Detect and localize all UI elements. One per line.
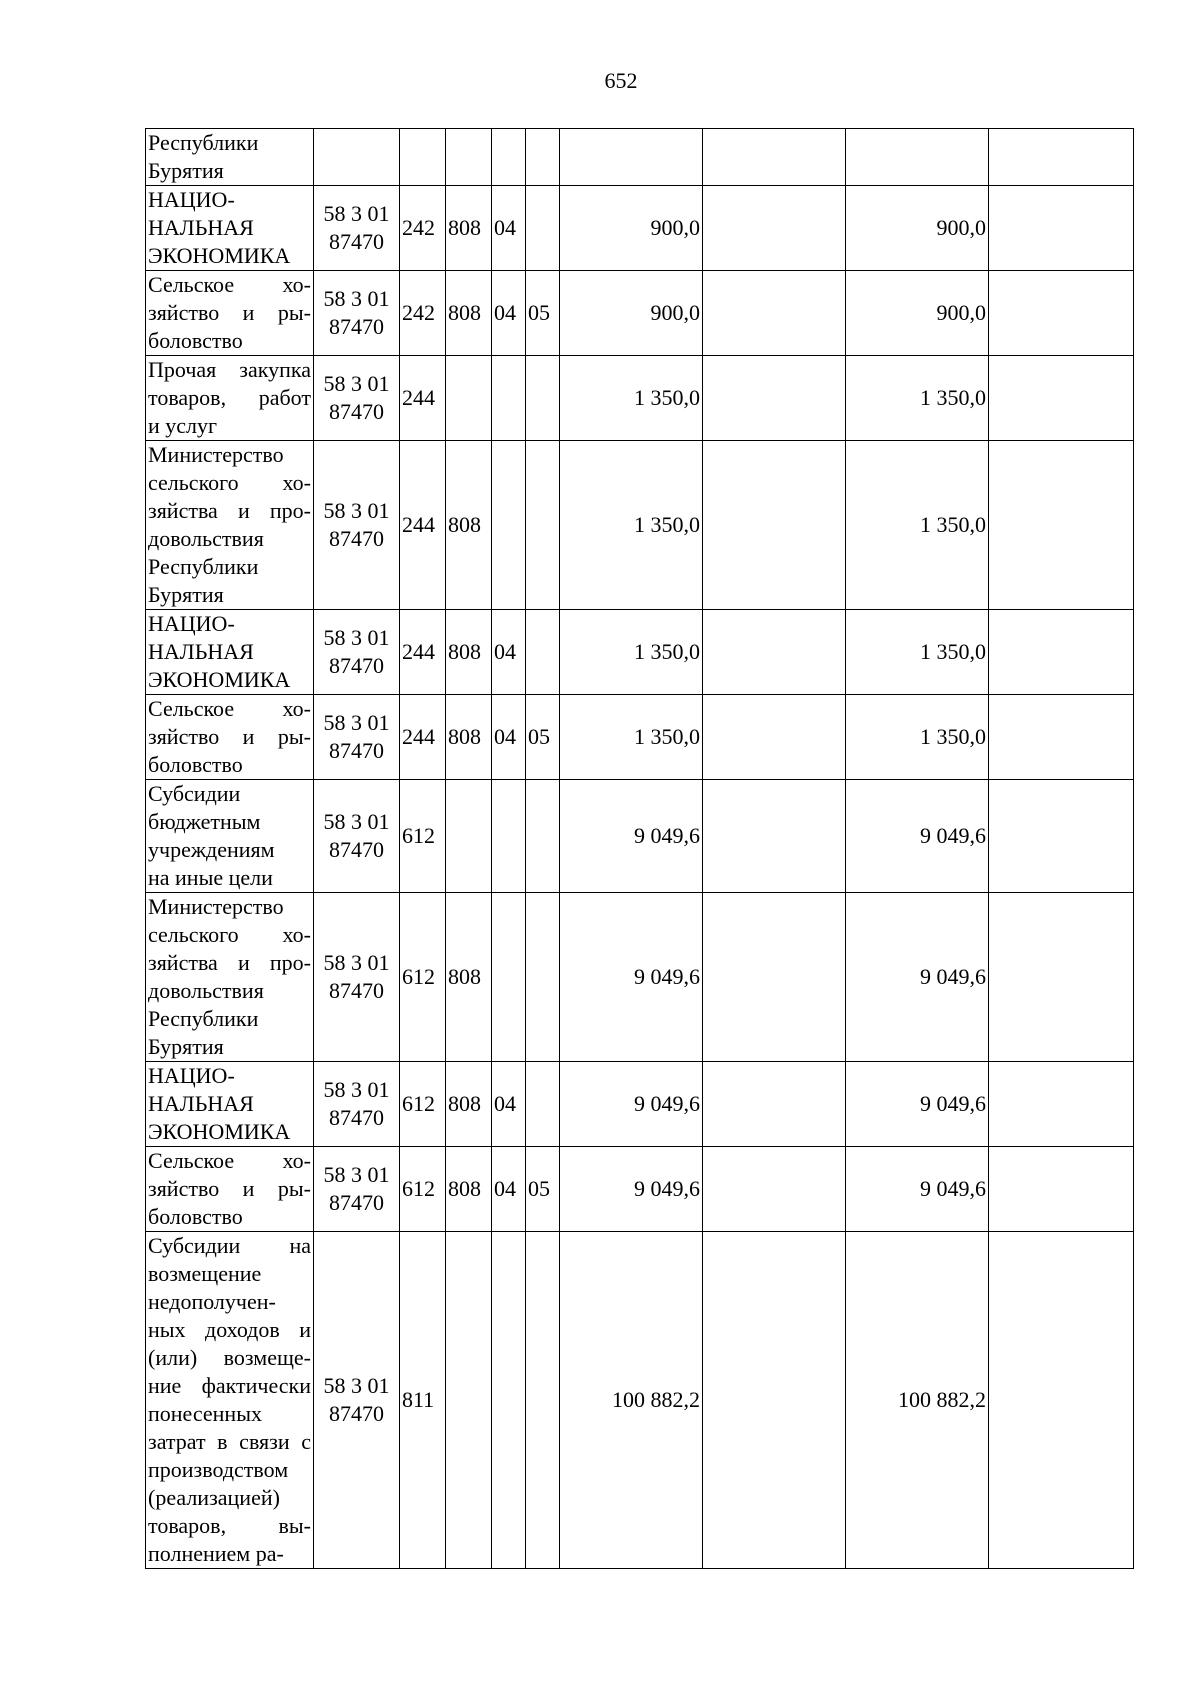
amount-cell xyxy=(560,129,703,186)
target-article-code-cell xyxy=(314,610,400,695)
target-article-code-cell xyxy=(314,780,400,893)
table-row xyxy=(146,129,1134,186)
expense-type-cell: 242 xyxy=(400,271,446,356)
row-name-line: НАЛЬНАЯ xyxy=(148,215,254,240)
row-name-line: Сельское хо- xyxy=(148,272,311,297)
table-row xyxy=(146,1232,1134,1569)
row-name-line: (или) возмеще- xyxy=(148,1345,311,1370)
target-article-code-cell xyxy=(314,1062,400,1147)
row-name-line: Республики xyxy=(148,130,259,155)
amount-cell: 9 049,6 xyxy=(560,780,703,893)
row-name-line: ных доходов и xyxy=(148,1317,311,1342)
target-article-code-line: 58 3 01 xyxy=(323,950,390,975)
empty-cell xyxy=(989,271,1134,356)
target-article-code-cell xyxy=(314,186,400,271)
target-article-code-line: 87470 xyxy=(329,314,384,339)
subsection-code-cell xyxy=(526,129,560,186)
subsection-code-cell: 05 xyxy=(526,1147,560,1232)
ministry-code-cell xyxy=(446,129,492,186)
empty-cell xyxy=(989,1232,1134,1569)
amount-cell: 900,0 xyxy=(846,186,989,271)
empty-cell xyxy=(989,610,1134,695)
ministry-code-cell xyxy=(446,780,492,893)
target-article-code-cell xyxy=(314,695,400,780)
row-name-cell xyxy=(146,129,314,186)
row-name-line: товаров, работ xyxy=(148,385,311,410)
row-name-line: Субсидии на xyxy=(148,1233,311,1258)
target-article-code-line: 58 3 01 xyxy=(323,1162,390,1187)
ministry-code-cell: 808 xyxy=(446,186,492,271)
section-code-cell xyxy=(492,129,526,186)
section-code-cell: 04 xyxy=(492,610,526,695)
target-article-code-line: 87470 xyxy=(329,399,384,424)
target-article-code-line: 87470 xyxy=(329,1190,384,1215)
row-name-line: Сельское хо- xyxy=(148,1148,311,1173)
expense-type-cell: 811 xyxy=(400,1232,446,1569)
section-code-cell: 04 xyxy=(492,695,526,780)
table-row xyxy=(146,1062,1134,1147)
row-name-cell xyxy=(146,780,314,893)
target-article-code-cell xyxy=(314,129,400,186)
row-name-line: НАЦИО- xyxy=(148,611,235,636)
target-article-code-line: 87470 xyxy=(329,978,384,1003)
expense-type-cell: 244 xyxy=(400,610,446,695)
empty-cell xyxy=(989,695,1134,780)
amount-cell: 9 049,6 xyxy=(846,893,989,1062)
empty-cell xyxy=(703,780,846,893)
amount-cell: 1 350,0 xyxy=(846,356,989,441)
target-article-code-line: 58 3 01 xyxy=(323,371,390,396)
expense-type-cell: 244 xyxy=(400,356,446,441)
expense-type-cell: 612 xyxy=(400,893,446,1062)
row-name-line: боловство xyxy=(148,328,243,353)
empty-cell xyxy=(989,893,1134,1062)
target-article-code-line: 87470 xyxy=(329,229,384,254)
target-article-code-line: 58 3 01 xyxy=(323,1373,390,1398)
row-name-line: полнением ра- xyxy=(148,1541,284,1566)
expense-type-cell: 242 xyxy=(400,186,446,271)
expense-type-cell: 244 xyxy=(400,695,446,780)
row-name-line: Республики xyxy=(148,1006,259,1031)
row-name-line: Сельское хо- xyxy=(148,696,311,721)
table-row xyxy=(146,186,1134,271)
section-code-cell xyxy=(492,893,526,1062)
empty-cell xyxy=(703,893,846,1062)
row-name-line: возмещение xyxy=(148,1261,262,1286)
row-name-line: Бурятия xyxy=(148,1034,224,1059)
target-article-code-line: 87470 xyxy=(329,837,384,862)
section-code-cell xyxy=(492,441,526,610)
expense-type-cell: 612 xyxy=(400,780,446,893)
row-name-line: учреждениям xyxy=(148,837,275,862)
row-name-line: боловство xyxy=(148,752,243,777)
subsection-code-cell xyxy=(526,1062,560,1147)
empty-cell xyxy=(703,186,846,271)
expense-type-cell: 244 xyxy=(400,441,446,610)
ministry-code-cell xyxy=(446,1232,492,1569)
row-name-line: недополучен- xyxy=(148,1289,276,1314)
row-name-line: ЭКОНОМИКА xyxy=(148,243,291,268)
amount-cell: 9 049,6 xyxy=(846,1147,989,1232)
table-row xyxy=(146,441,1134,610)
row-name-line: Бурятия xyxy=(148,158,224,183)
ministry-code-cell: 808 xyxy=(446,610,492,695)
target-article-code-cell xyxy=(314,1232,400,1569)
amount-cell: 9 049,6 xyxy=(560,1062,703,1147)
table-row xyxy=(146,1147,1134,1232)
amount-cell: 1 350,0 xyxy=(560,441,703,610)
ministry-code-cell: 808 xyxy=(446,271,492,356)
empty-cell xyxy=(989,780,1134,893)
row-name-cell xyxy=(146,1232,314,1569)
ministry-code-cell: 808 xyxy=(446,1062,492,1147)
row-name-line: затрат в связи с xyxy=(148,1429,311,1454)
target-article-code-line: 58 3 01 xyxy=(323,809,390,834)
row-name-cell xyxy=(146,1147,314,1232)
row-name-line: ЭКОНОМИКА xyxy=(148,1119,291,1144)
row-name-line: зяйство и ры- xyxy=(148,300,311,325)
row-name-line: Субсидии xyxy=(148,781,241,806)
subsection-code-cell xyxy=(526,780,560,893)
table-row xyxy=(146,271,1134,356)
row-name-line: и услуг xyxy=(148,413,218,438)
amount-cell: 900,0 xyxy=(560,271,703,356)
subsection-code-cell xyxy=(526,610,560,695)
amount-cell: 1 350,0 xyxy=(846,441,989,610)
section-code-cell: 04 xyxy=(492,271,526,356)
expense-type-cell: 612 xyxy=(400,1147,446,1232)
empty-cell xyxy=(703,695,846,780)
amount-cell: 1 350,0 xyxy=(560,610,703,695)
target-article-code-line: 87470 xyxy=(329,653,384,678)
target-article-code-line: 87470 xyxy=(329,1401,384,1426)
target-article-code-line: 58 3 01 xyxy=(323,625,390,650)
table-row xyxy=(146,695,1134,780)
empty-cell xyxy=(703,271,846,356)
row-name-line: ЭКОНОМИКА xyxy=(148,667,291,692)
subsection-code-cell: 05 xyxy=(526,695,560,780)
target-article-code-cell xyxy=(314,1147,400,1232)
amount-cell: 9 049,6 xyxy=(560,893,703,1062)
target-article-code-cell xyxy=(314,271,400,356)
target-article-code-cell xyxy=(314,356,400,441)
row-name-line: НАЦИО- xyxy=(148,187,235,212)
table-row xyxy=(146,780,1134,893)
expense-type-cell xyxy=(400,129,446,186)
ministry-code-cell xyxy=(446,356,492,441)
row-name-line: ние фактически xyxy=(148,1373,311,1398)
row-name-line: (реализацией) xyxy=(148,1485,280,1510)
row-name-cell xyxy=(146,271,314,356)
row-name-cell xyxy=(146,610,314,695)
subsection-code-cell: 05 xyxy=(526,271,560,356)
row-name-line: производством xyxy=(148,1457,289,1482)
target-article-code-line: 58 3 01 xyxy=(323,286,390,311)
row-name-line: довольствия xyxy=(148,978,264,1003)
empty-cell xyxy=(703,1147,846,1232)
row-name-cell xyxy=(146,441,314,610)
page-number: 652 xyxy=(604,68,638,93)
target-article-code-line: 87470 xyxy=(329,526,384,551)
subsection-code-cell xyxy=(526,186,560,271)
target-article-code-line: 58 3 01 xyxy=(323,498,390,523)
row-name-line: сельского хо- xyxy=(148,470,311,495)
target-article-code-cell xyxy=(314,441,400,610)
row-name-line: Министерство xyxy=(148,894,284,919)
target-article-code-line: 58 3 01 xyxy=(323,710,390,735)
subsection-code-cell xyxy=(526,441,560,610)
row-name-line: сельского хо- xyxy=(148,922,311,947)
row-name-line: Бурятия xyxy=(148,582,224,607)
empty-cell xyxy=(703,610,846,695)
empty-cell xyxy=(989,1147,1134,1232)
ministry-code-cell: 808 xyxy=(446,441,492,610)
target-article-code-line: 87470 xyxy=(329,738,384,763)
amount-cell: 9 049,6 xyxy=(560,1147,703,1232)
row-name-line: НАЦИО- xyxy=(148,1063,235,1088)
target-article-code-line: 87470 xyxy=(329,1105,384,1130)
amount-cell: 100 882,2 xyxy=(846,1232,989,1569)
amount-cell: 9 049,6 xyxy=(846,1062,989,1147)
amount-cell: 1 350,0 xyxy=(846,695,989,780)
section-code-cell xyxy=(492,356,526,441)
row-name-line: Министерство xyxy=(148,442,284,467)
target-article-code-cell xyxy=(314,893,400,1062)
section-code-cell: 04 xyxy=(492,1062,526,1147)
table-row xyxy=(146,893,1134,1062)
empty-cell xyxy=(703,1232,846,1569)
row-name-line: боловство xyxy=(148,1204,243,1229)
row-name-line: Прочая закупка xyxy=(148,357,311,382)
subsection-code-cell xyxy=(526,356,560,441)
row-name-line: НАЛЬНАЯ xyxy=(148,639,254,664)
empty-cell xyxy=(703,129,846,186)
empty-cell xyxy=(989,129,1134,186)
amount-cell: 1 350,0 xyxy=(560,695,703,780)
amount-cell xyxy=(846,129,989,186)
empty-cell xyxy=(989,186,1134,271)
row-name-line: зяйство и ры- xyxy=(148,724,311,749)
section-code-cell: 04 xyxy=(492,1147,526,1232)
row-name-cell xyxy=(146,695,314,780)
empty-cell xyxy=(989,356,1134,441)
row-name-cell xyxy=(146,1062,314,1147)
table-body xyxy=(146,129,1134,1569)
empty-cell xyxy=(989,1062,1134,1147)
target-article-code-line: 58 3 01 xyxy=(323,201,390,226)
subsection-code-cell xyxy=(526,1232,560,1569)
amount-cell: 100 882,2 xyxy=(560,1232,703,1569)
empty-cell xyxy=(703,1062,846,1147)
amount-cell: 900,0 xyxy=(846,271,989,356)
row-name-line: довольствия xyxy=(148,526,264,551)
row-name-line: на иные цели xyxy=(148,865,273,890)
amount-cell: 1 350,0 xyxy=(560,356,703,441)
table-row xyxy=(146,356,1134,441)
expense-type-cell: 612 xyxy=(400,1062,446,1147)
section-code-cell xyxy=(492,780,526,893)
table-row xyxy=(146,610,1134,695)
ministry-code-cell: 808 xyxy=(446,1147,492,1232)
row-name-line: товаров, вы- xyxy=(148,1513,311,1538)
row-name-cell xyxy=(146,356,314,441)
row-name-line: НАЛЬНАЯ xyxy=(148,1091,254,1116)
row-name-line: Республики xyxy=(148,554,259,579)
empty-cell xyxy=(989,441,1134,610)
amount-cell: 1 350,0 xyxy=(846,610,989,695)
empty-cell xyxy=(703,356,846,441)
row-name-cell xyxy=(146,186,314,271)
row-name-line: зяйства и про- xyxy=(148,950,311,975)
row-name-line: зяйство и ры- xyxy=(148,1176,311,1201)
amount-cell: 9 049,6 xyxy=(846,780,989,893)
row-name-line: бюджетным xyxy=(148,809,261,834)
subsection-code-cell xyxy=(526,893,560,1062)
row-name-cell xyxy=(146,893,314,1062)
row-name-line: понесенных xyxy=(148,1401,262,1426)
section-code-cell xyxy=(492,1232,526,1569)
ministry-code-cell: 808 xyxy=(446,695,492,780)
empty-cell xyxy=(703,441,846,610)
amount-cell: 900,0 xyxy=(560,186,703,271)
target-article-code-line: 58 3 01 xyxy=(323,1077,390,1102)
section-code-cell: 04 xyxy=(492,186,526,271)
row-name-line: зяйства и про- xyxy=(148,498,311,523)
budget-table xyxy=(145,128,1134,1569)
ministry-code-cell: 808 xyxy=(446,893,492,1062)
